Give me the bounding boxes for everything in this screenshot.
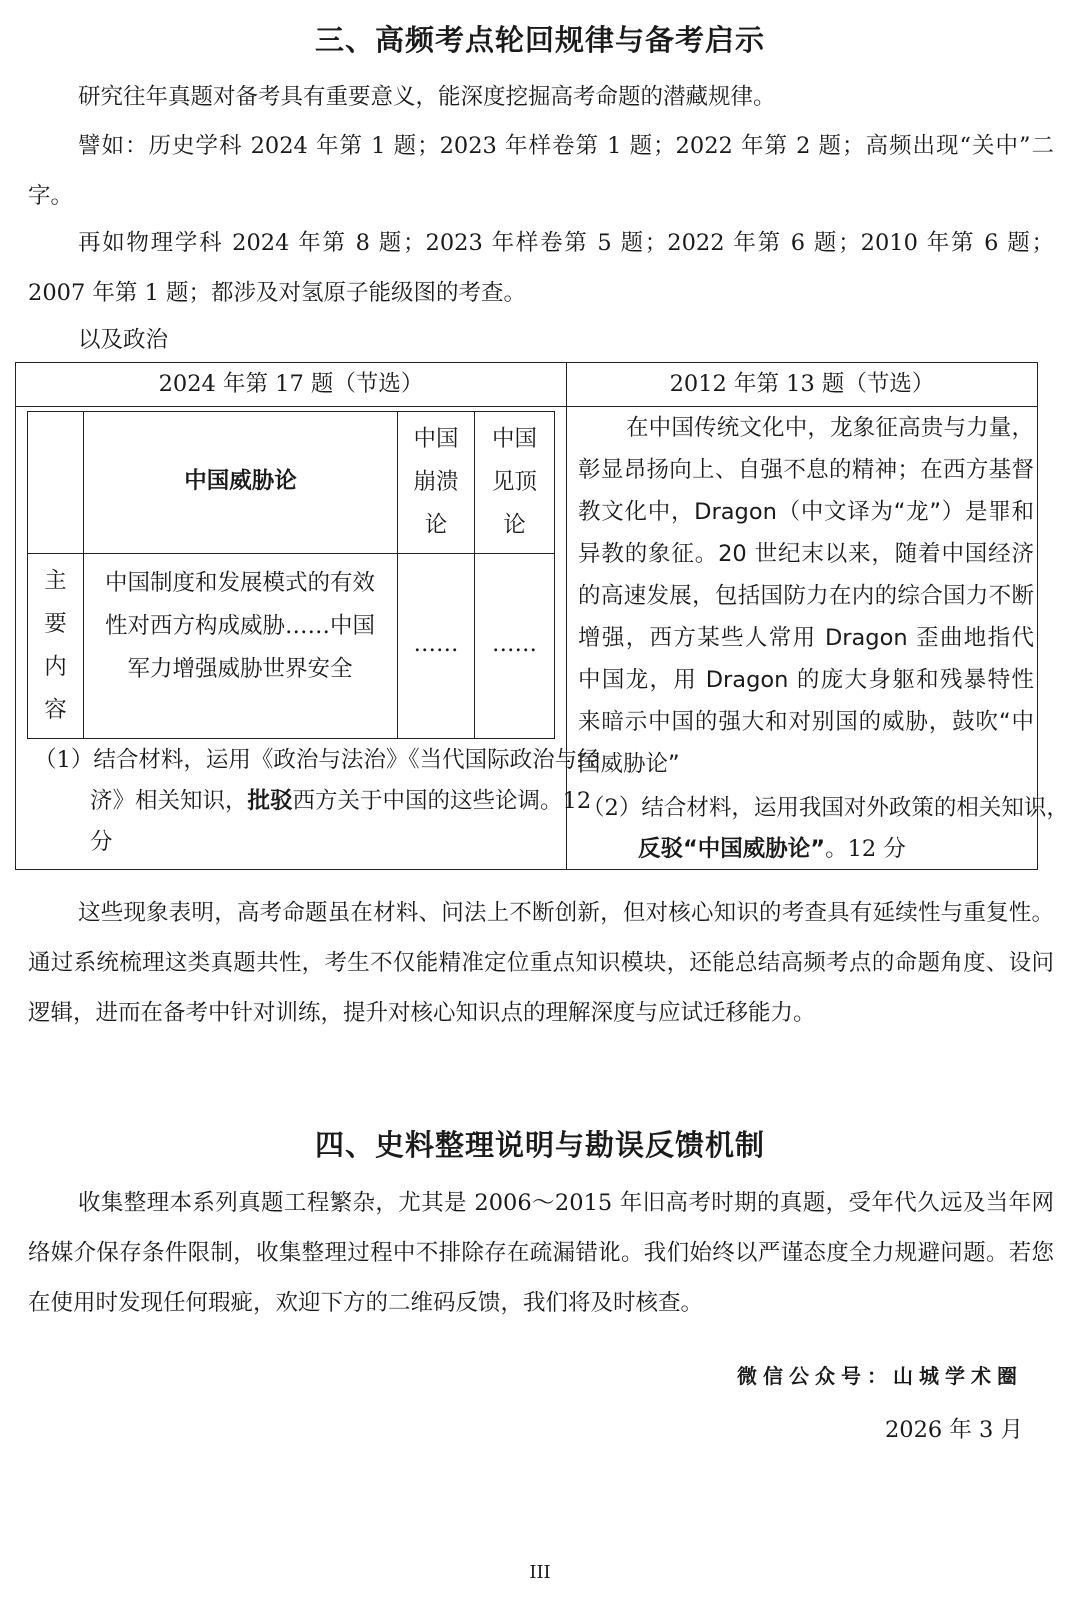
left-question-keyword: 批驳 [247, 788, 293, 814]
section4-paragraph-1: 收集整理本系列真题工程繁杂，尤其是 2006～2015 年旧高考时期的真题，受年代久远及当年网络媒介保存条件限制，收集整理过程中不排除存在疏漏错讹。我们始终以严谨态度全力规避问题。若您在使用时发现任何瑕疵，欢迎下方的二维码反馈，我们将及时核查。 [28, 1190, 1054, 1316]
left-question-prefix: （1）结合材料，运用《政治与法治》《当代国际政治与经济》相关知识， [34, 747, 600, 814]
inner-row-content: 中国制度和发展模式的有效性对西方构成威胁……中国军力增强威胁世界安全 [104, 570, 375, 682]
section3-paragraph-2: 譬如：历史学科 2024 年第 1 题；2023 年样卷第 1 题；2022 年第 2 题；高频出现“关中”二字。 [28, 133, 1054, 209]
right-material-text: 在中国传统文化中，龙象征高贵与力量，彰显昂扬向上、自强不息的精神；在西方基督教文化中，Dragon（中文译为“龙”）是罪和异教的象征。20 世纪末以来，随着中国经济的高速发展，包括国防力在内的综合国力不断增强，西方某些人常用 Dragon 歪曲地指代中国龙，用 Dragon 的庞大身躯和残暴特性来暗示中国的强大和对别国的威胁，鼓吹“中国威胁论” [578, 415, 1034, 777]
section3-paragraph-1: 研究往年真题对备考具有重要意义，能深度挖掘高考命题的潜藏规律。 [78, 84, 776, 110]
left-question-suffix: 西方关于中国的这些论调。12 分 [90, 788, 592, 855]
document-date: 2026 年 3 月 [884, 1417, 1023, 1443]
inner-peak-value: …… [492, 631, 537, 657]
page-number: III [529, 1562, 551, 1583]
inner-header-china-threat: 中国威胁论 [184, 468, 297, 494]
inner-divider [28, 553, 554, 554]
section3-heading: 三、高频考点轮回规律与备考启示 [314, 23, 765, 57]
right-question-suffix: 。12 分 [825, 836, 906, 862]
inner-header-china-peak: 中国 见顶 论 [491, 426, 537, 538]
inner-materials-table [27, 411, 555, 739]
section3-paragraph-3: 再如物理学科 2024 年第 8 题；2023 年样卷第 5 题；2022 年第 6 题；2010 年第 6 题；2007 年第 1 题；都涉及对氢原子能级图的考查。 [28, 230, 1054, 306]
section4-heading: 四、史料整理说明与勘误反馈机制 [314, 1128, 765, 1162]
section3-paragraph-4: 以及政治 [78, 327, 169, 353]
left-column-header: 2024 年第 17 题（节选） [158, 371, 424, 397]
inner-row-label: 主 要 内 容 [44, 568, 67, 723]
inner-collapse-value: …… [413, 631, 459, 657]
right-column-header: 2012 年第 13 题（节选） [669, 371, 935, 397]
left-question [34, 740, 602, 863]
right-question-prefix: （2）结合材料，运用我国对外政策的相关知识， [582, 795, 1069, 821]
inner-header-china-collapse: 中国 崩溃 论 [413, 426, 459, 538]
wechat-account: 微信公众号：山城学术圈 [737, 1364, 1023, 1388]
right-question [582, 788, 1078, 870]
right-question-keyword: 反驳“中国威胁论” [638, 836, 826, 862]
section3-conclusion: 这些现象表明，高考命题虽在材料、问法上不断创新，但对核心知识的考查具有延续性与重复性。通过系统梳理这类真题共性，考生不仅能精准定位重点知识模块，还能总结高频考点的命题角度、设问逻辑，进而在备考中针对训练，提升对核心知识点的理解深度与应试迁移能力。 [28, 900, 1054, 1026]
